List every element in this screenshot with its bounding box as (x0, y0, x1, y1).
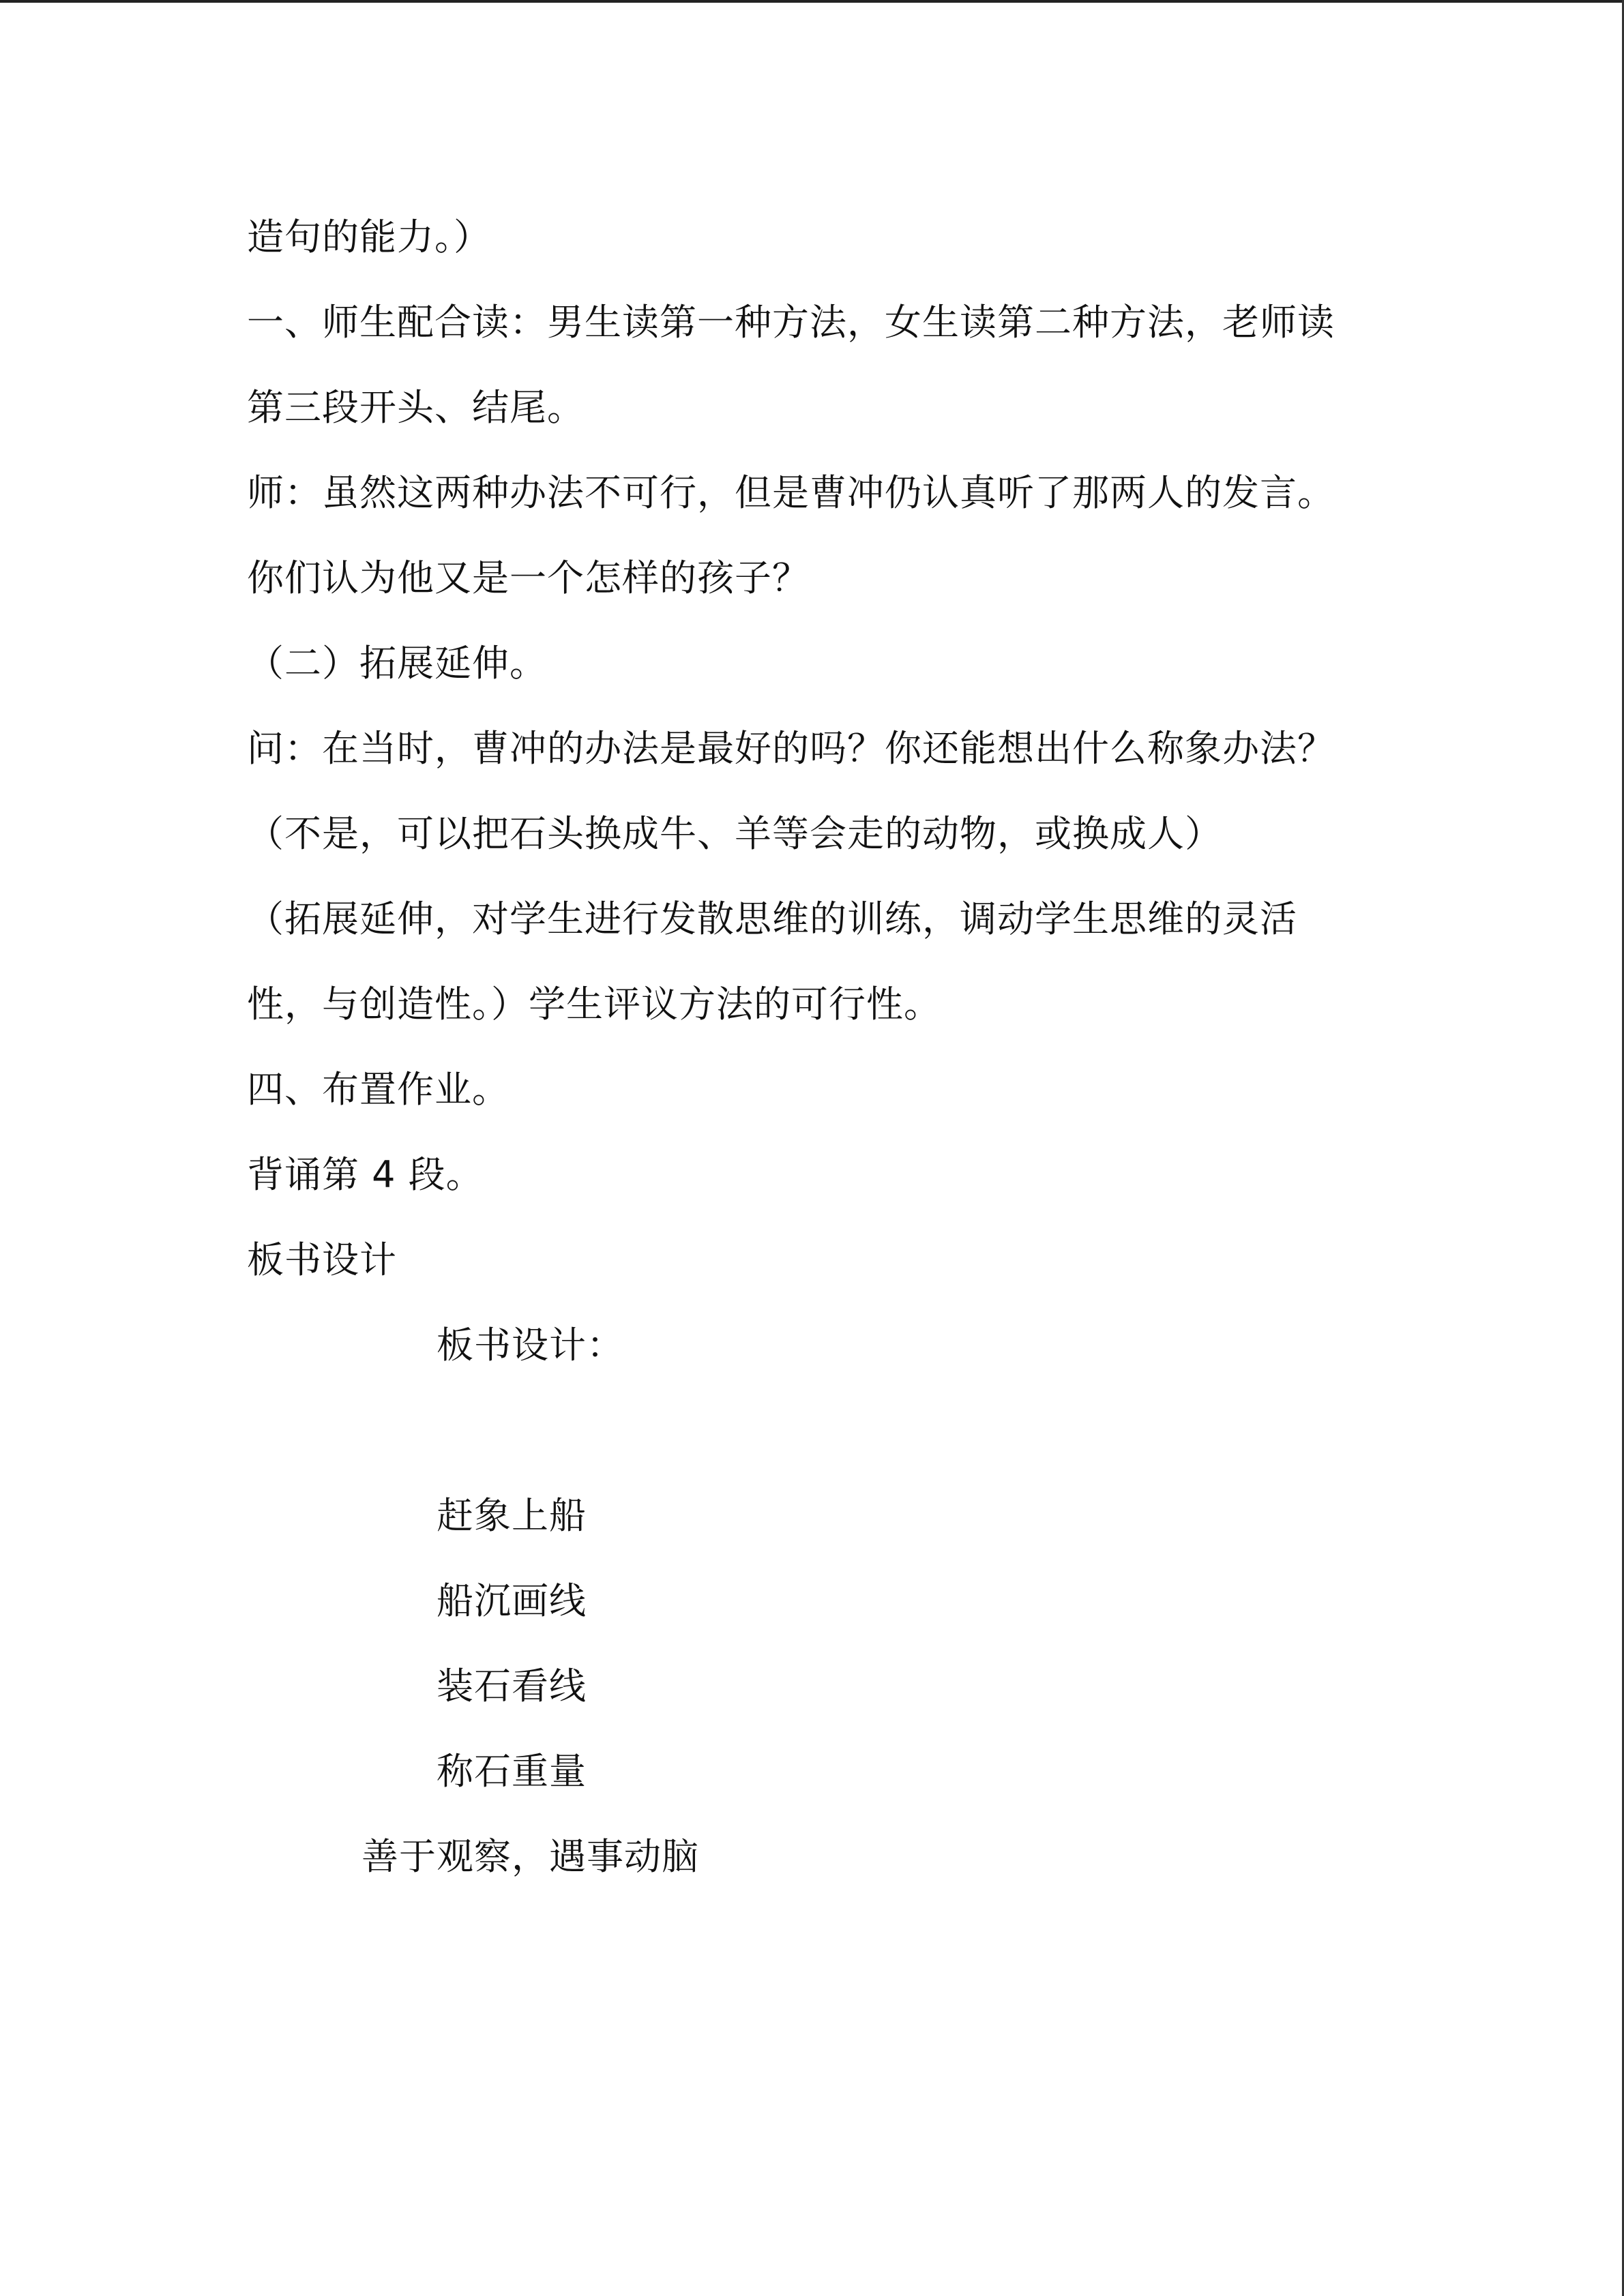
blackboard-step: 称石重量 (437, 1750, 587, 1793)
text-line: 造句的能力。） (247, 215, 491, 258)
text-line: 一、师生配合读：男生读第一种方法，女生读第二种方法，老师读 (247, 301, 1335, 344)
text-line: 师：虽然这两种办法不可行，但是曹冲仍认真听了那两人的发言。 (247, 471, 1335, 514)
section-heading-extension: （二）拓展延伸。 (247, 642, 547, 685)
text-line: 性，与创造性。）学生评议方法的可行性。 (247, 983, 941, 1026)
text-line: （拓展延伸，对学生进行发散思维的训练，调动学生思维的灵活 (247, 897, 1297, 940)
text-line: 你们认为他又是一个怎样的孩子？ (247, 556, 810, 599)
blackboard-step: 船沉画线 (437, 1579, 587, 1622)
blackboard-heading: 板书设计： (437, 1324, 624, 1367)
blackboard-step: 装石看线 (437, 1665, 587, 1708)
section-heading-blackboard: 板书设计 (247, 1238, 397, 1281)
blackboard-step: 赶象上船 (437, 1494, 587, 1537)
text-line: 背诵第 4 段。 (247, 1153, 484, 1196)
text-line: 第三段开头、结尾。 (247, 386, 585, 429)
text-line: （不是，可以把石头换成牛、羊等会走的动物，或换成人） (247, 812, 1222, 855)
section-heading-homework: 四、布置作业。 (247, 1068, 510, 1111)
blackboard-summary: 善于观察，遇事动脑 (361, 1835, 699, 1878)
text-line: 问：在当时，曹冲的办法是最好的吗？你还能想出什么称象办法？ (247, 727, 1335, 770)
